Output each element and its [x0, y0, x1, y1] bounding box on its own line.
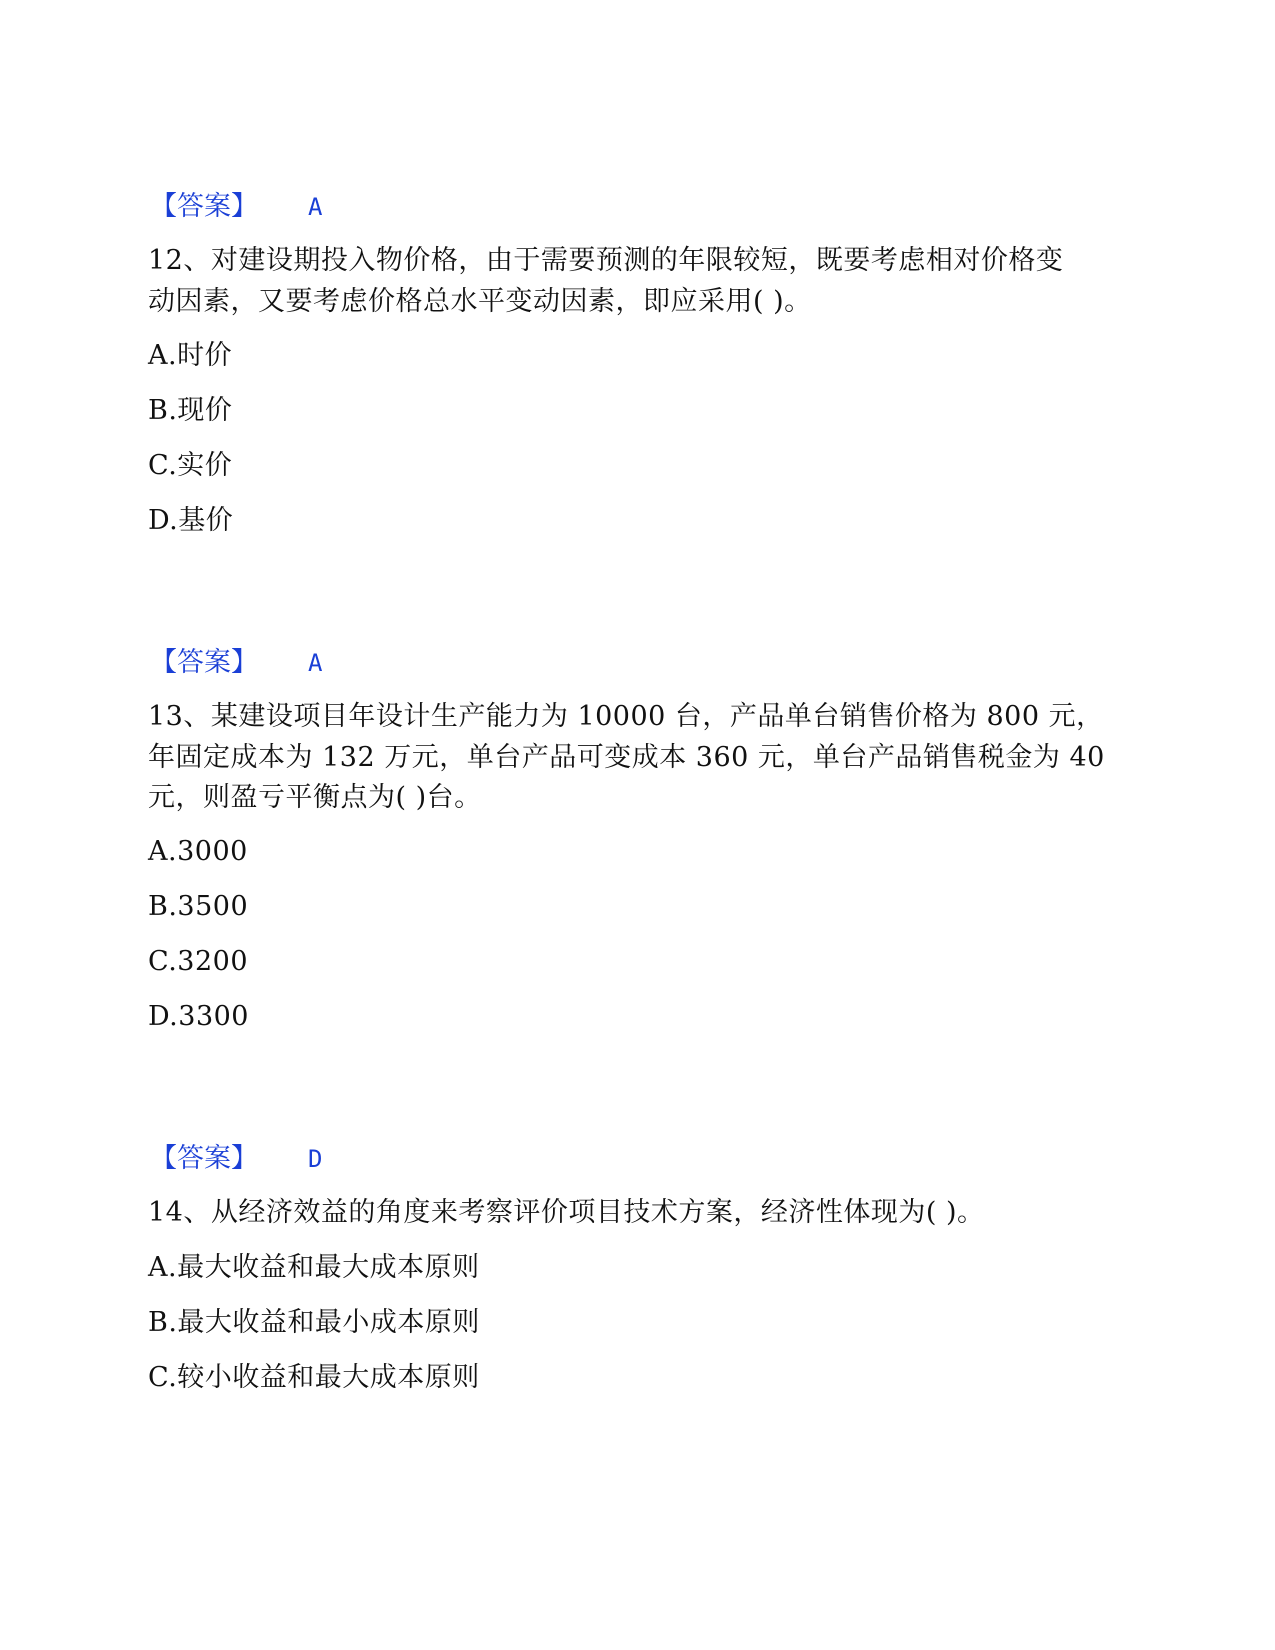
answer-value: A: [308, 193, 323, 221]
answer-label: 【答案】: [150, 647, 258, 678]
answer-value: D: [308, 1145, 323, 1173]
answer-value: A: [308, 649, 323, 677]
answer-line-q12: [150, 647, 323, 679]
question-12-line-1: 12、对建设期投入物价格，由于需要预测的年限较短，既要考虑相对价格变: [148, 245, 1064, 276]
question-13-line-3: 元，则盈亏平衡点为( )台。: [148, 782, 482, 813]
question-12-option-a: A.时价: [148, 340, 233, 371]
question-13-option-d: D.3300: [148, 1001, 249, 1032]
question-13-option-a: A.3000: [148, 836, 248, 867]
question-14-line-1: 14、从经济效益的角度来考察评价项目技术方案，经济性体现为( )。: [148, 1197, 985, 1228]
question-14-option-c: C.较小收益和最大成本原则: [148, 1362, 480, 1393]
question-14-option-b: B.最大收益和最小成本原则: [148, 1307, 480, 1338]
question-13-option-c: C.3200: [148, 946, 248, 977]
answer-label: 【答案】: [150, 1143, 258, 1174]
answer-label: 【答案】: [150, 191, 258, 222]
question-14-option-a: A.最大收益和最大成本原则: [148, 1252, 480, 1283]
answer-line-q11: [150, 191, 323, 223]
question-13-option-b: B.3500: [148, 891, 249, 922]
question-12-option-d: D.基价: [148, 505, 234, 536]
question-13-line-1: 13、某建设项目年设计生产能力为 10000 台，产品单台销售价格为 800 元，: [148, 701, 1104, 732]
question-12-option-c: C.实价: [148, 450, 233, 481]
question-12-option-b: B.现价: [148, 395, 233, 426]
answer-line-q13: [150, 1143, 323, 1175]
question-12-line-2: 动因素，又要考虑价格总水平变动因素，即应采用( )。: [148, 286, 812, 317]
question-13-line-2: 年固定成本为 132 万元，单台产品可变成本 360 元，单台产品销售税金为 40: [148, 742, 1105, 773]
